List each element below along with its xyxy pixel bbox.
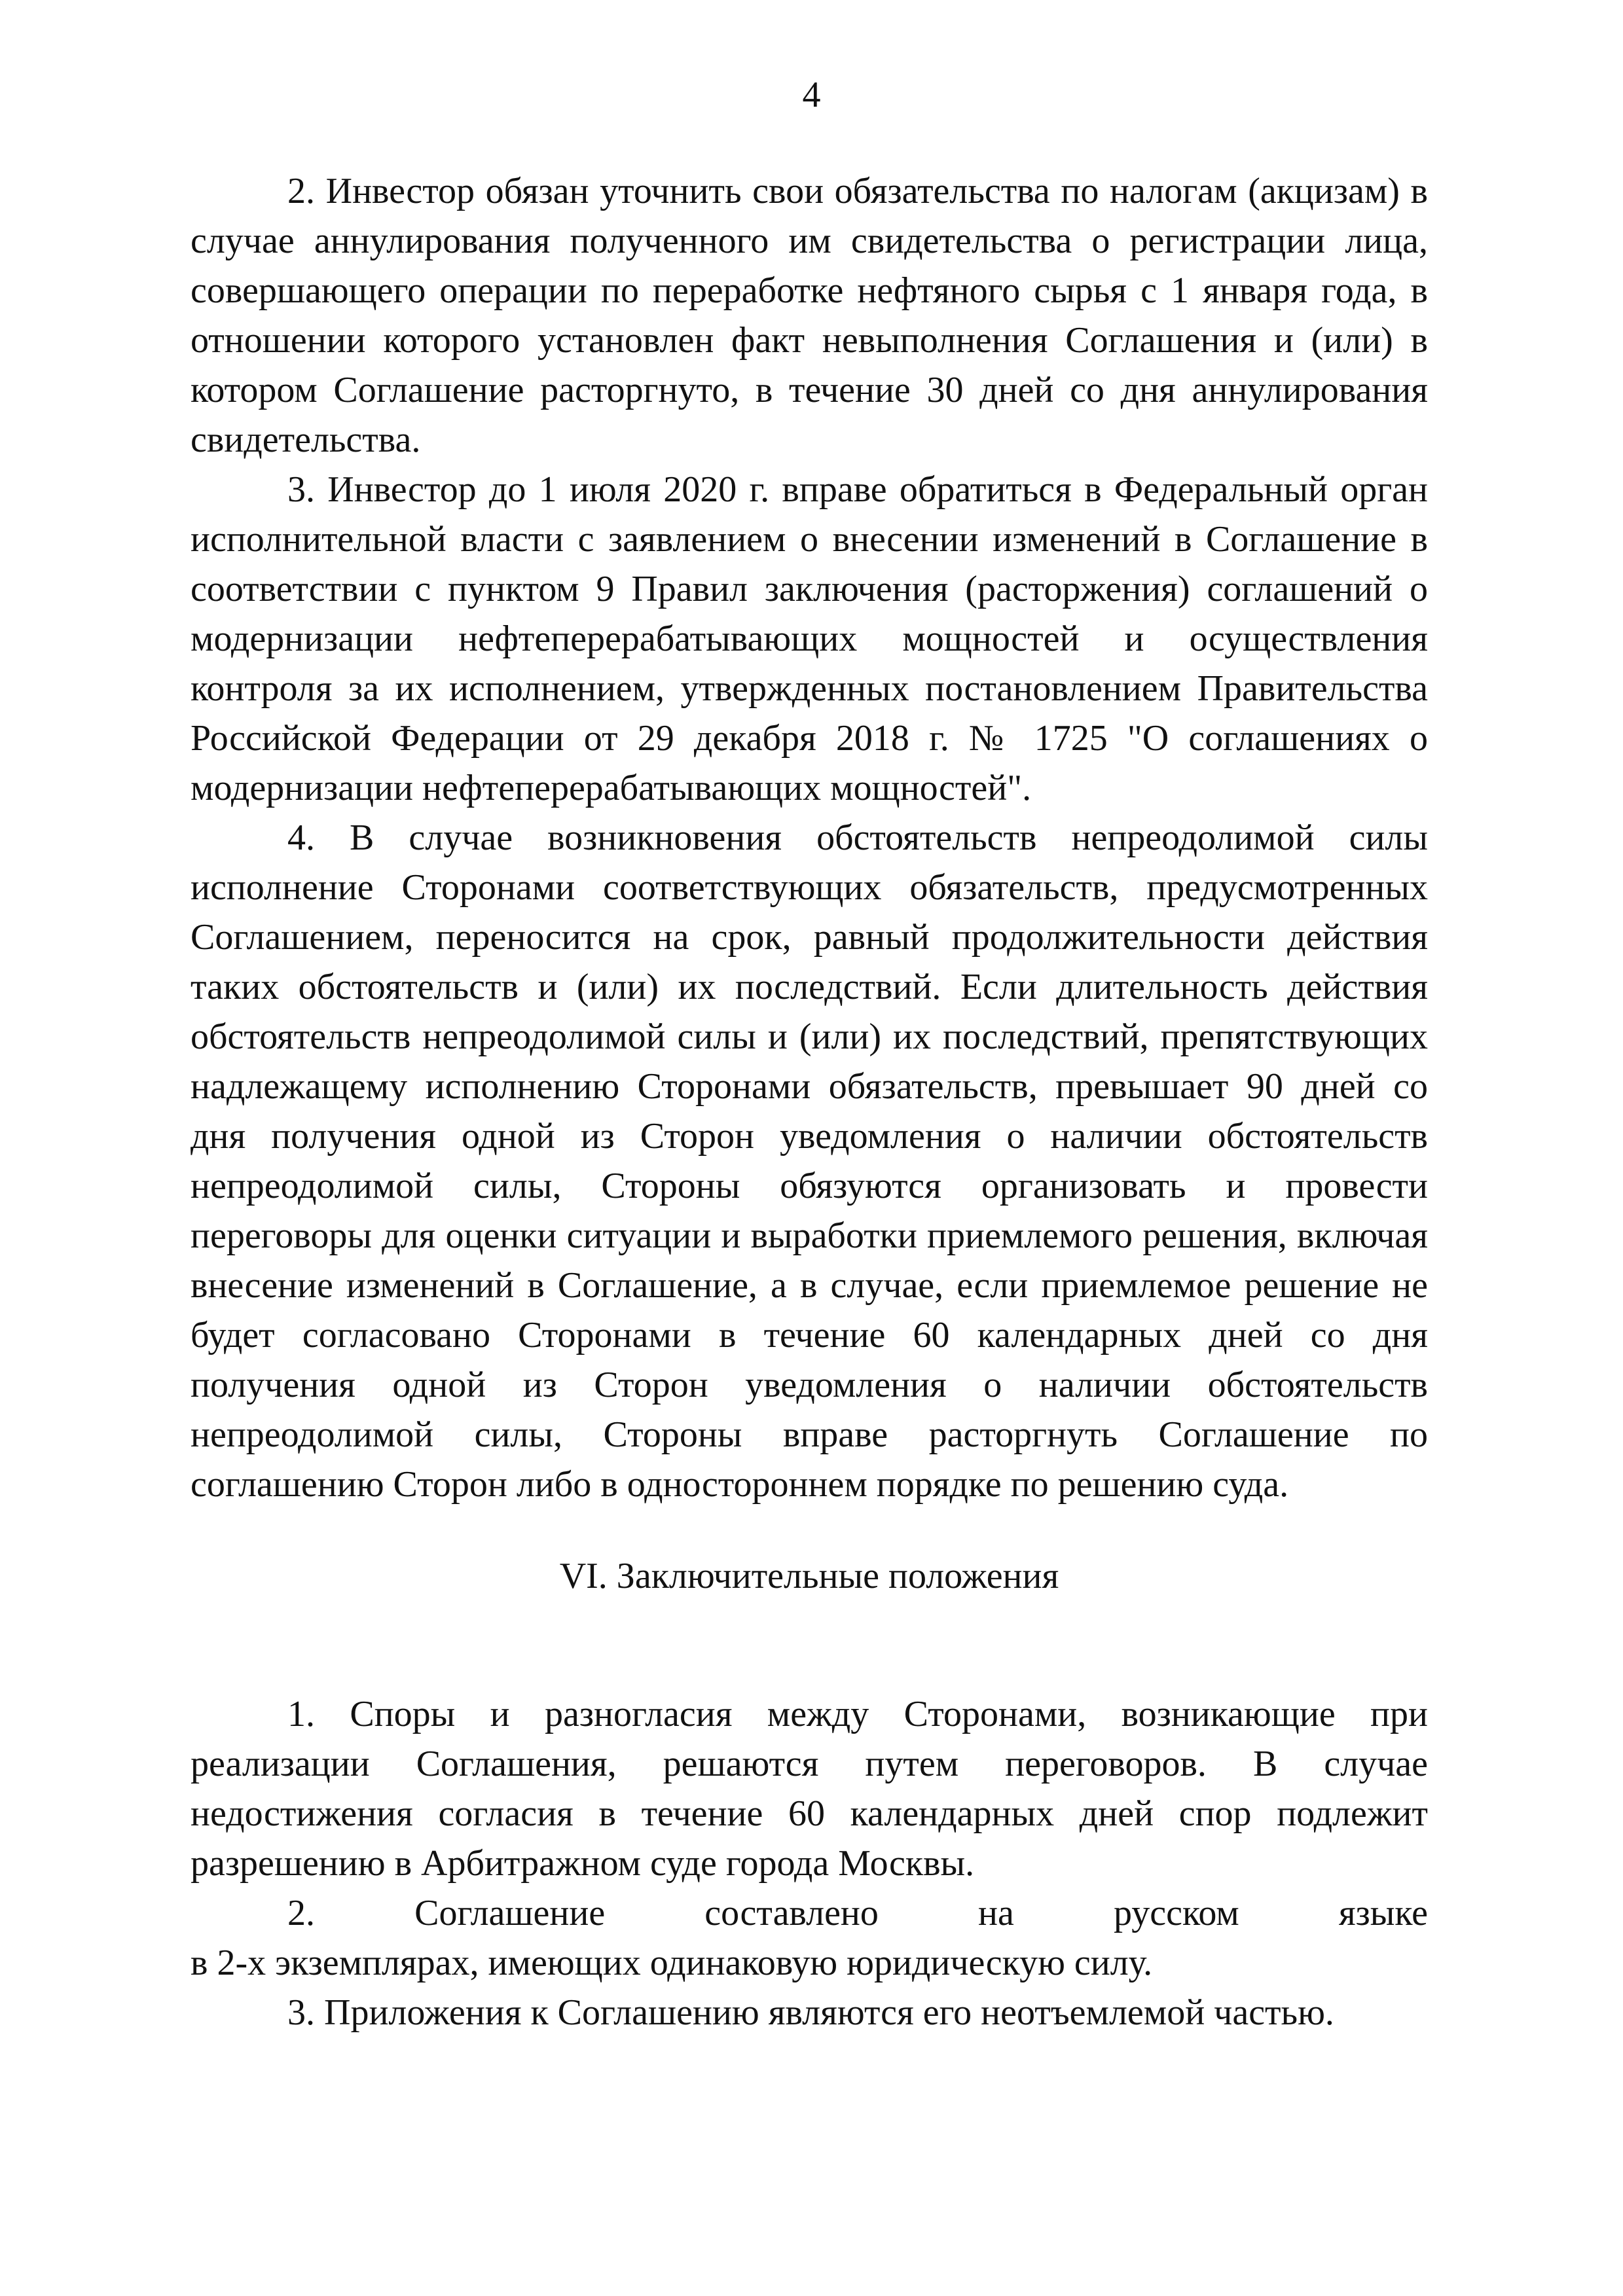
paragraph-language-line: 2. Соглашение составлено на русском языке <box>287 1893 1428 1933</box>
page-number: 4 <box>802 75 821 115</box>
paragraph-investor-tax-obligations: 2. Инвестор обязан уточнить свои обязательства по налогам (акцизам) в случае аннулирования полученного им свидетельства о регистрации лица, совершающего операции по переработке нефтяного сырья с 1 января года, в отношении которого установлен факт невыполнения Соглашения и (или) в котором Соглашение расторгнуто, в течение 30 дней со дня аннулирования свидетельства. <box>191 171 1428 460</box>
document-body <box>191 166 1428 2037</box>
paragraph-appendices: 3. Приложения к Соглашению являются его неотъемлемой частью. <box>287 1992 1334 2033</box>
section-title-final-provisions: VI. Заключительные положения <box>559 1556 1059 1596</box>
paragraph-investor-amendment-request: 3. Инвестор до 1 июля 2020 г. вправе обратиться в Федеральный орган исполнительной власти с заявлением о внесении изменений в Соглашение в соответствии с пунктом 9 Правил заключения (расторжения) соглашений о модернизации нефтеперерабатывающих мощностей и осуществления контроля за их исполнением, утвержденных постановлением Правительства Российской Федерации от 29 декабря 2018 г. № 1725 "О соглашениях о модернизации нефтеперерабатывающих мощностей". <box>191 469 1428 808</box>
paragraph-copies-line: в 2-х экземплярах, имеющих одинаковую юридическую силу. <box>191 1943 1153 1983</box>
paragraph-disputes: 1. Споры и разногласия между Сторонами, возникающие при реализации Соглашения, решаются путем переговоров. В случае недостижения согласия в течение 60 календарных дней спор подлежит разрешению в Арбитражном суде города Москвы. <box>191 1694 1428 1884</box>
paragraph-force-majeure: 4. В случае возникновения обстоятельств непреодолимой силы исполнение Сторонами соответствующих обязательств, предусмотренных Соглашением, переносится на срок, равный продолжительности действия таких обстоятельств и (или) их последствий. Если длительность действия обстоятельств непреодолимой силы и (или) их последствий, препятствующих надлежащему исполнению Сторонами обязательств, превышает 90 дней со дня получения одной из Сторон уведомления о наличии обстоятельств непреодолимой силы, Стороны обязуются организовать и провести переговоры для оценки ситуации и выработки приемлемого решения, включая внесение изменений в Соглашение, а в случае, если приемлемое решение не будет согласовано Сторонами в течение 60 календарных дней со дня получения одной из Сторон уведомления о наличии обстоятельств непреодолимой силы, Стороны вправе расторгнуть Соглашение по соглашению Сторон либо в одностороннем порядке по решению суда. <box>191 817 1428 1505</box>
